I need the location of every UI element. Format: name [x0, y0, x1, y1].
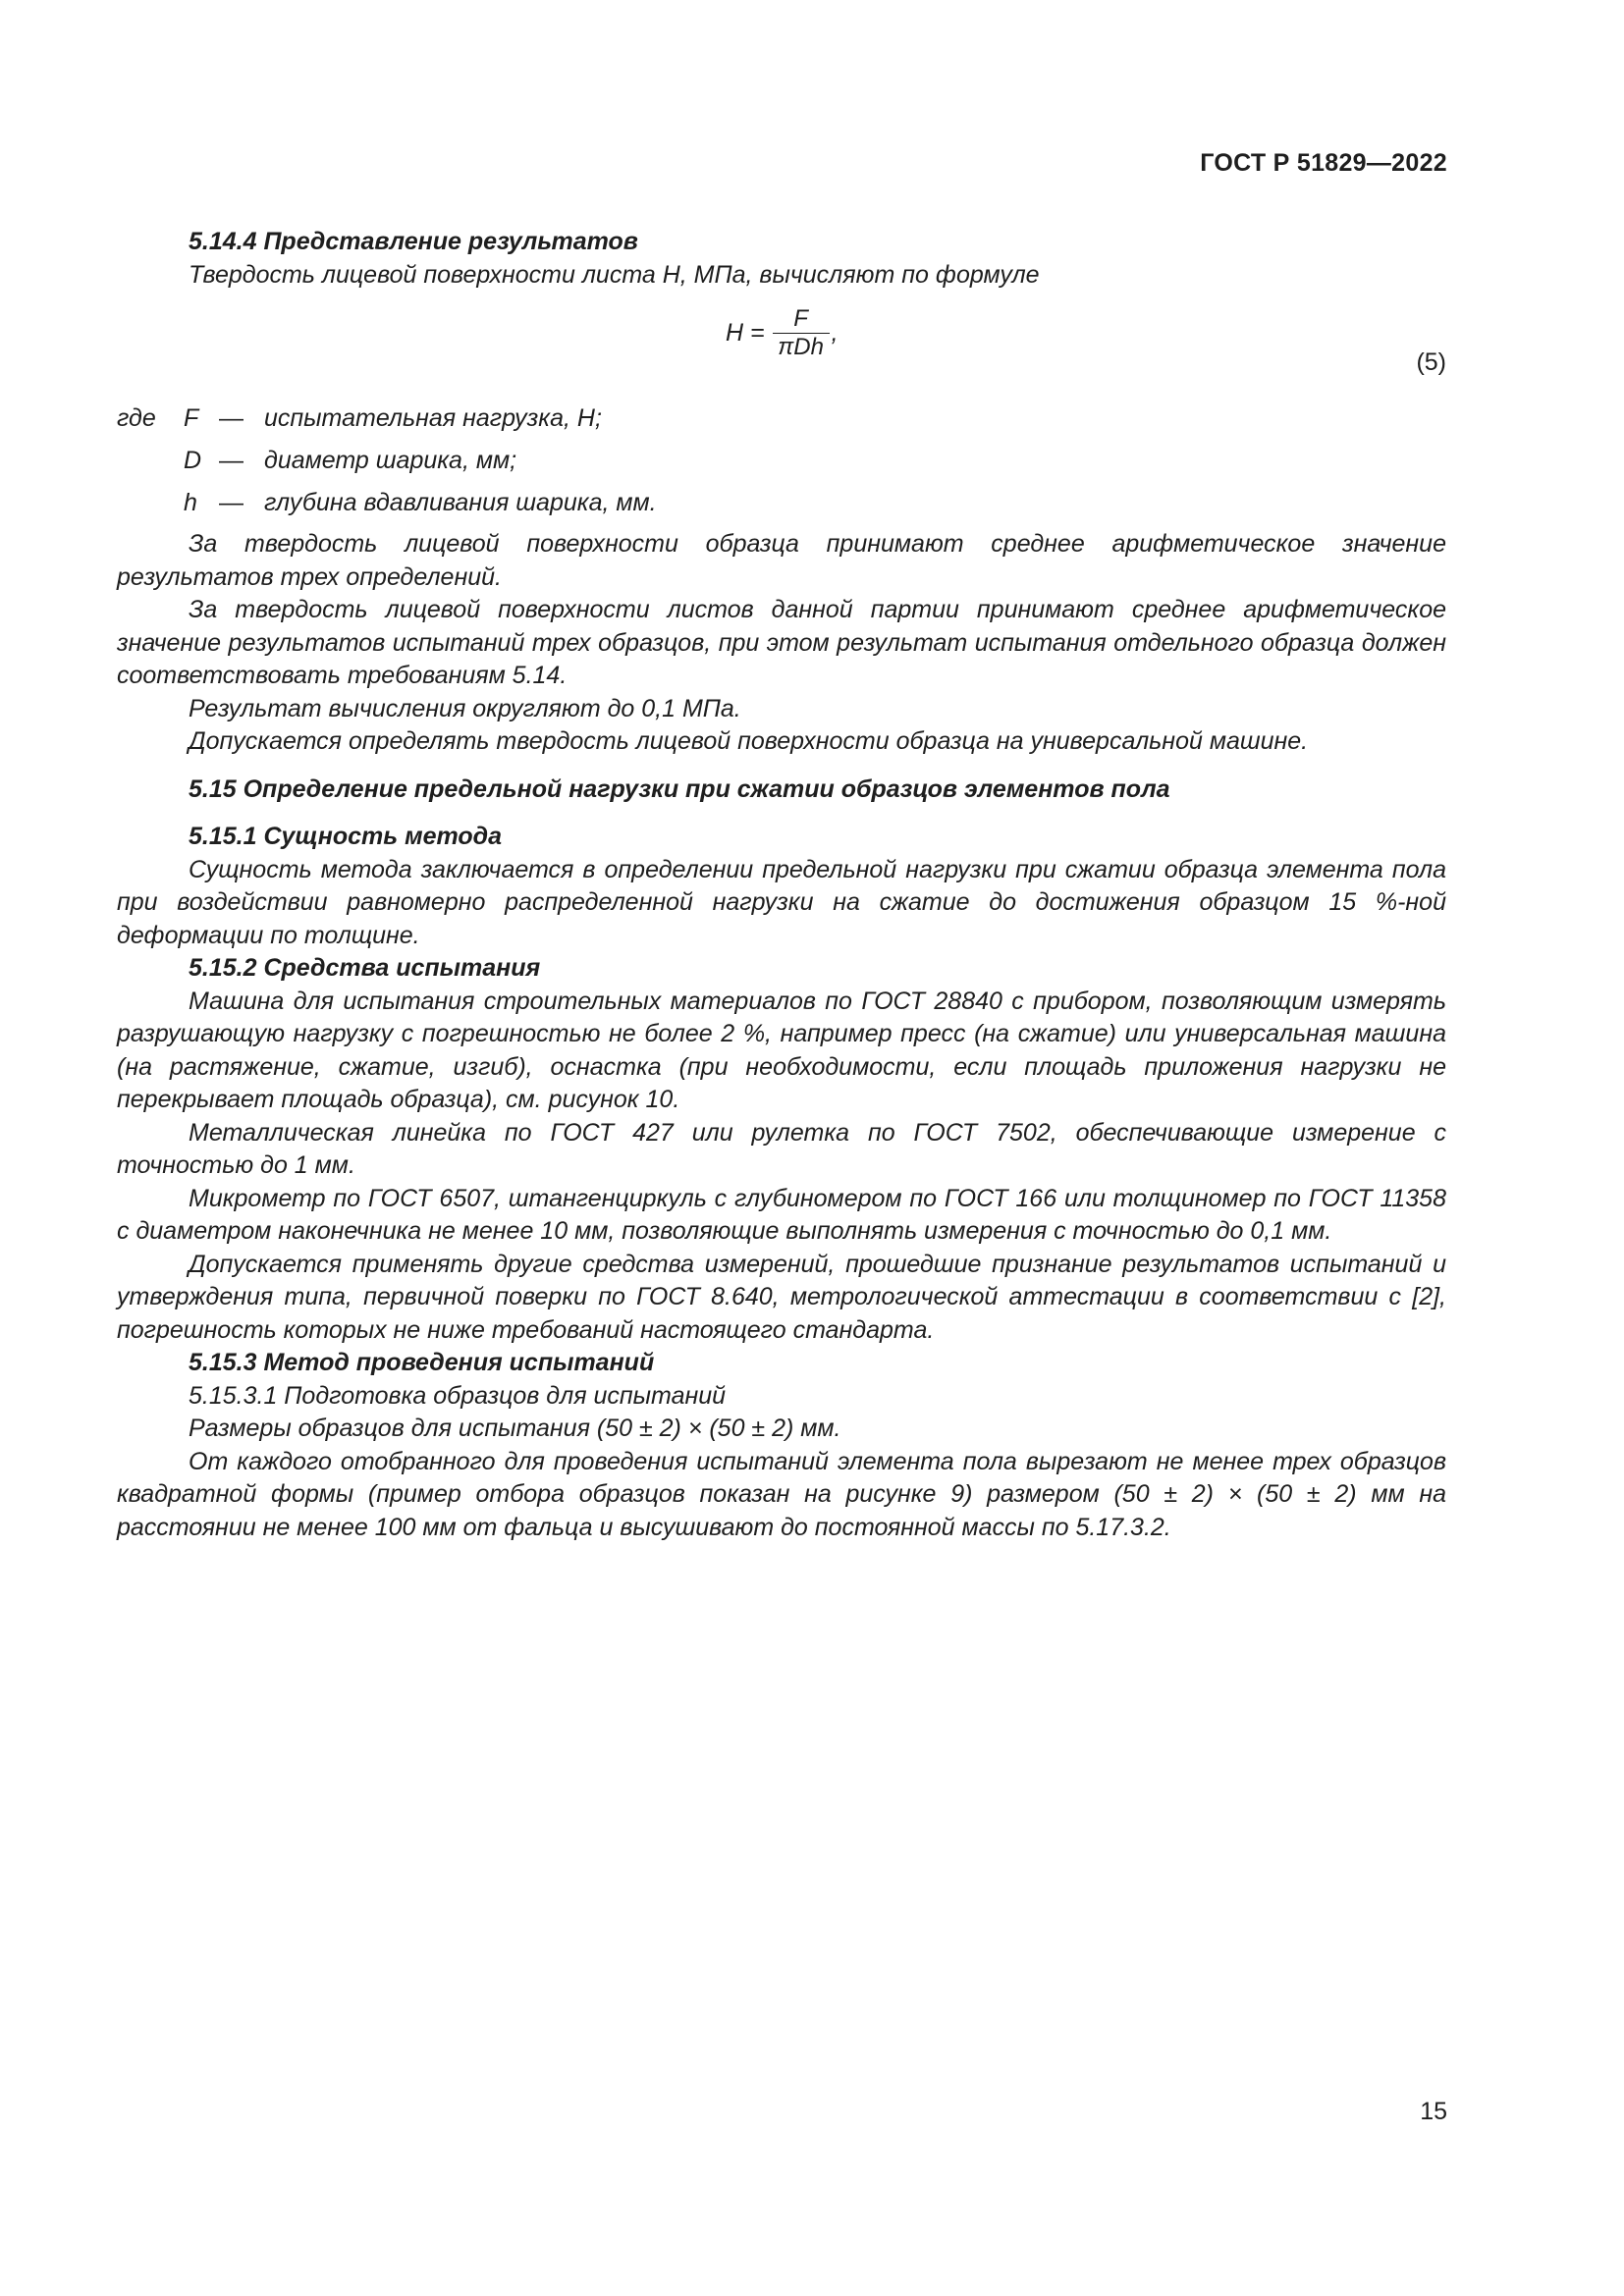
- paragraph: Металлическая линейка по ГОСТ 427 или рулетка по ГОСТ 7502, обеспечивающие измерение с точностью до 1 мм.: [117, 1118, 1446, 1179]
- heading-5-15-2: 5.15.2 Средства испытания: [189, 954, 541, 982]
- formula-lhs: H =: [726, 318, 765, 347]
- heading-5-15-3: 5.15.3 Метод проведения испытаний: [189, 1349, 655, 1376]
- formula-intro: Твердость лицевой поверхности листа H, МПа, вычисляют по формуле: [189, 260, 1040, 289]
- legend-row: [117, 440, 1446, 482]
- legend-row: [117, 482, 1446, 524]
- heading-5-15: 5.15 Определение предельной нагрузки при сжатии образцов элементов пола: [189, 774, 1170, 803]
- legend-symbol: h: [184, 488, 197, 516]
- paragraph: За твердость лицевой поверхности образца принимают среднее арифметическое значение результатов трех определений.: [117, 530, 1446, 591]
- legend-row: [117, 398, 1446, 440]
- legend-prefix: где: [117, 403, 156, 432]
- heading-5-15-1: 5.15.1 Сущность метода: [189, 823, 503, 850]
- document-code: ГОСТ Р 51829—2022: [1200, 149, 1447, 177]
- legend-symbol: F: [184, 403, 199, 432]
- legend-dash: —: [219, 403, 244, 432]
- formula-fraction: [773, 305, 830, 361]
- formula-numerator: F: [793, 305, 808, 332]
- legend-symbol: D: [184, 446, 202, 474]
- legend-text: диаметр шарика, мм;: [264, 446, 517, 474]
- heading-5-14-4: 5.14.4 Представление результатов: [189, 228, 638, 255]
- page-content: [117, 226, 1446, 1544]
- hardness-formula: [726, 305, 839, 361]
- paragraph: Микрометр по ГОСТ 6507, штангенциркуль с глубиномером по ГОСТ 166 или толщиномер по ГОСТ 11358 с диаметром наконечника не менее 10 мм, позволяющие выполнять измерения с точностью до 0,1 мм.: [117, 1184, 1446, 1245]
- symbol-legend: [117, 398, 1446, 524]
- paragraph: 5.15.3.1 Подготовка образцов для испытаний: [189, 1381, 727, 1410]
- paragraph: Результат вычисления округляют до 0,1 МПа.: [189, 694, 741, 722]
- paragraph: Машина для испытания строительных материалов по ГОСТ 28840 с прибором, позволяющим измерять разрушающую нагрузку с погрешностью не более 2 %, например пресс (на сжатие) или универсальная машина (на растяжение, сжатие, изгиб), оснастка (при необходимости, если площадь приложения нагрузки не перекрывает площадь образца), см. рисунок 10.: [117, 987, 1446, 1113]
- legend-text: испытательная нагрузка, Н;: [264, 403, 602, 432]
- formula-block: [117, 297, 1446, 388]
- paragraph: Допускается применять другие средства измерений, прошедшие признание результатов испытаний и утверждения типа, первичной поверки по ГОСТ 8.640, метрологической аттестации в соответствии с [2], погрешность которых не ниже требований настоящего стандарта.: [117, 1250, 1446, 1344]
- equation-number: (5): [1416, 348, 1446, 376]
- formula-comma: ,: [831, 318, 839, 347]
- paragraph: Допускается определять твердость лицевой поверхности образца на универсальной машине.: [189, 727, 1309, 755]
- paragraph: За твердость лицевой поверхности листов данной партии принимают среднее арифметическое значение результатов испытаний трех образцов, при этом результат испытания отдельного образца должен соответствовать требованиям 5.14.: [117, 596, 1446, 689]
- paragraph: Размеры образцов для испытания (50 ± 2) × (50 ± 2) мм.: [189, 1415, 841, 1442]
- paragraph: Сущность метода заключается в определении предельной нагрузки при сжатии образца элемента пола при воздействии равномерно распределенной нагрузки на сжатие до достижения образцом 15 %-ной деформации по толщине.: [117, 855, 1446, 949]
- formula-denominator: πDh: [778, 334, 824, 360]
- paragraph: От каждого отобранного для проведения испытаний элемента пола вырезают не менее трех образцов квадратной формы (пример отбора образцов показан на рисунке 9) размером (50 ± 2) × (50 ± 2) мм на расстоянии не менее 100 мм от фальца и высушивают до постоянной массы по 5.17.3.2.: [117, 1447, 1446, 1541]
- legend-text: глубина вдавливания шарика, мм.: [264, 488, 657, 516]
- page-number: 15: [1420, 2098, 1447, 2125]
- legend-dash: —: [219, 488, 244, 516]
- legend-dash: —: [219, 446, 244, 474]
